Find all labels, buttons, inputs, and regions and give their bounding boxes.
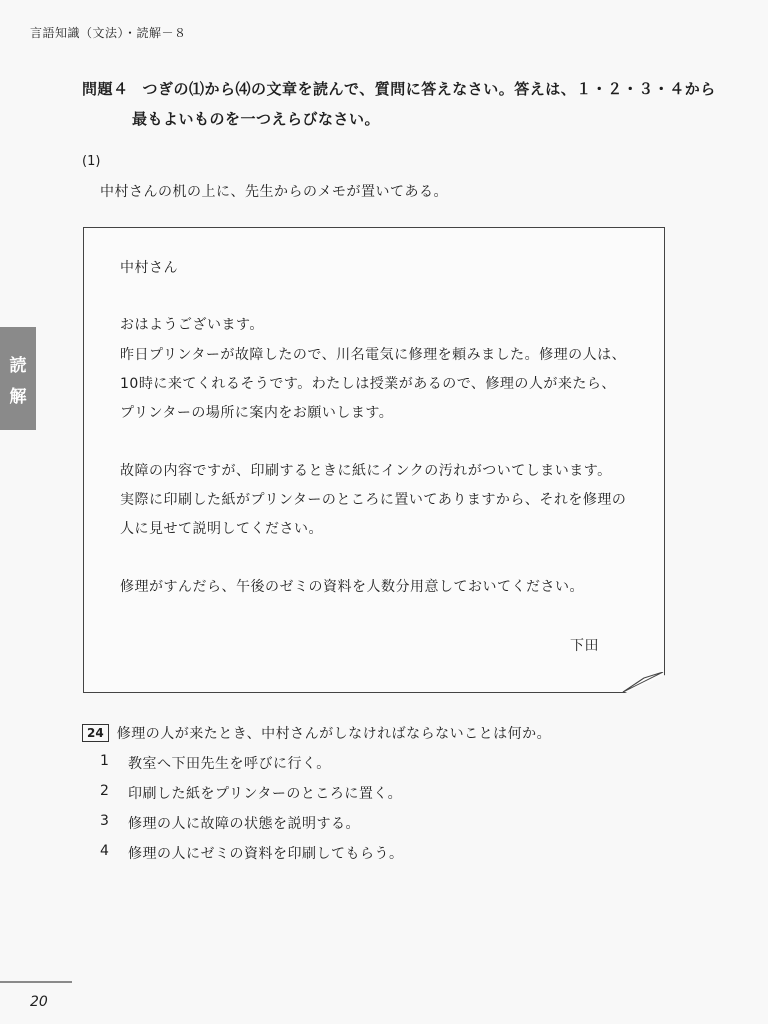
memo-line: 10時に来てくれるそうです。わたしは授業があるので、修理の人が来たら、 [120, 376, 616, 392]
side-tab-char-1: 読 [9, 355, 27, 376]
section-side-tab [0, 327, 36, 430]
option-number: 4 [100, 843, 110, 859]
instruction-line-2: 最もよいものを一つえらびなさい。 [132, 110, 381, 128]
answer-option[interactable] [100, 843, 404, 863]
footer-divider [0, 981, 72, 983]
option-text: 教室へ下田先生を呼びに行く。 [128, 756, 331, 772]
memo-line: 実際に印刷した紙がプリンターのところに置いてありますから、それを修理の [120, 492, 627, 508]
memo-line: 昨日プリンターが故障したので、川名電気に修理を頼みました。修理の人は、 [120, 347, 627, 363]
option-number: 3 [100, 813, 110, 829]
page-fold-icon [622, 672, 668, 696]
memo-line: 修理がすんだら、午後のゼミの資料を人数分用意しておいてください。 [120, 579, 584, 595]
question-number: 24 [82, 724, 109, 742]
option-number: 1 [100, 753, 110, 769]
memo-greeting: おはようございます。 [120, 317, 264, 333]
passage-number: (1) [82, 154, 101, 169]
page-header: 言語知識（文法）・読解－８ [30, 26, 187, 40]
memo-line: 故障の内容ですが、印刷するときに紙にインクの汚れがついてしまいます。 [120, 463, 612, 479]
instruction-line-1: つぎの⑴から⑷の文章を読んで、質問に答えなさい。答えは、１・２・３・４から [142, 80, 716, 98]
question-text: 修理の人が来たとき、中村さんがしなければならないことは何か。 [116, 726, 552, 742]
memo-line: プリンターの場所に案内をお願いします。 [120, 405, 394, 421]
question-block-label: 問題４ [82, 80, 129, 98]
memo-signature: 下田 [570, 638, 599, 654]
answer-option[interactable] [100, 753, 331, 773]
question-stem [82, 723, 551, 743]
option-text: 印刷した紙をプリンターのところに置く。 [128, 786, 403, 802]
answer-option[interactable] [100, 813, 360, 833]
option-text: 修理の人に故障の状態を説明する。 [128, 816, 360, 832]
answer-option[interactable] [100, 783, 402, 803]
side-tab-char-2: 解 [9, 386, 27, 407]
memo-addressee: 中村さん [120, 260, 178, 276]
passage-intro: 中村さんの机の上に、先生からのメモが置いてある。 [100, 184, 448, 200]
memo-line: 人に見せて説明してください。 [120, 521, 323, 537]
page-number: 20 [30, 994, 48, 1010]
option-text: 修理の人にゼミの資料を印刷してもらう。 [128, 846, 404, 862]
option-number: 2 [100, 783, 110, 799]
question-block-heading [82, 78, 716, 99]
